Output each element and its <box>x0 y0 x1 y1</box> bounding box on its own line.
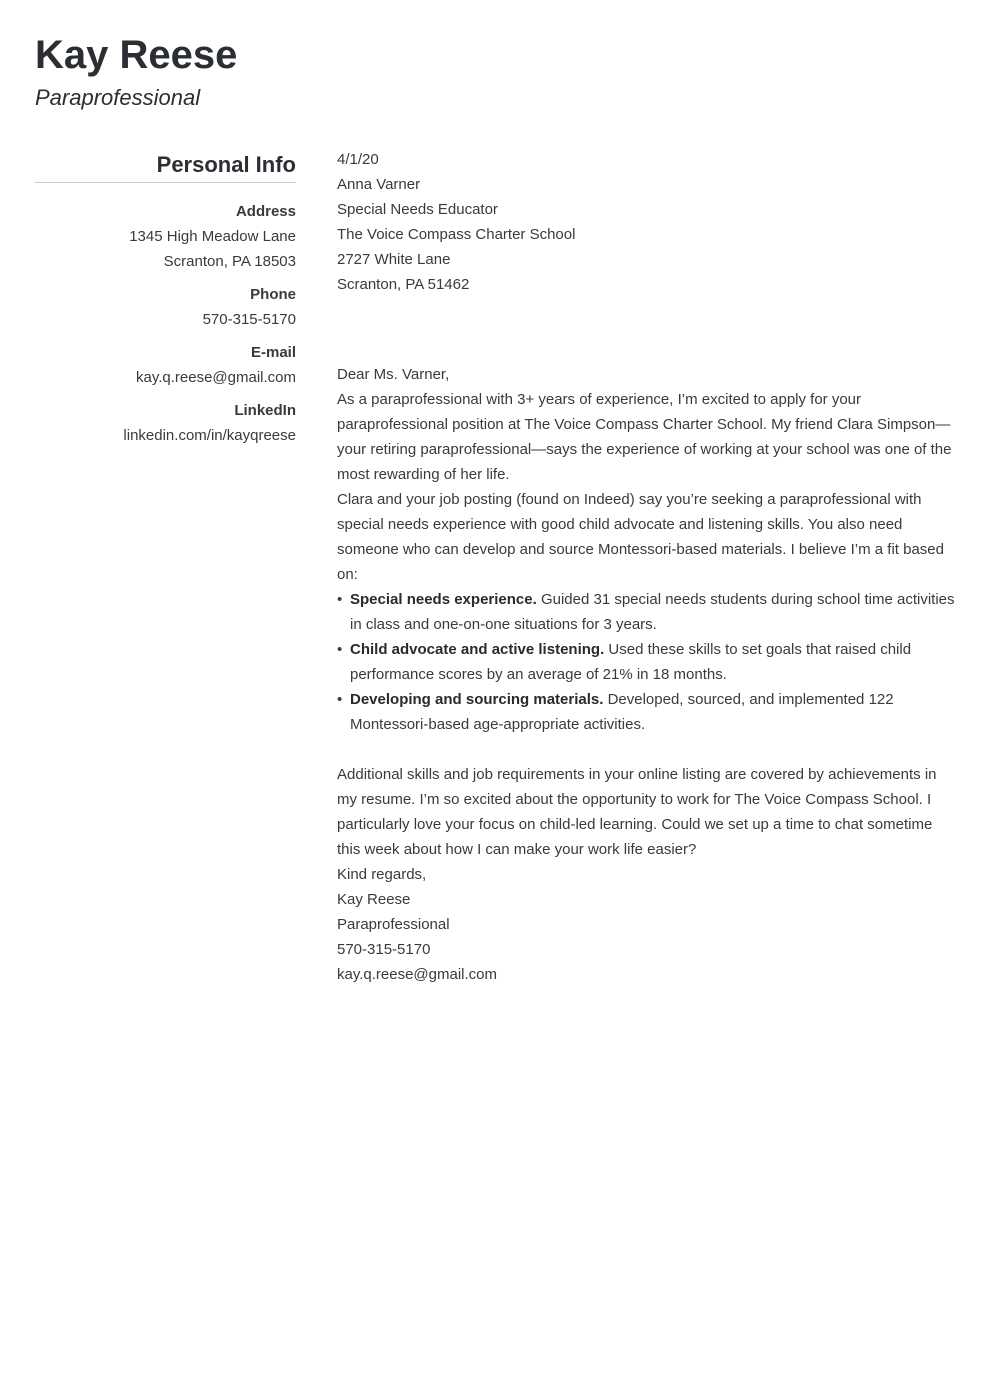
bullet-marker: • <box>337 591 343 608</box>
linkedin-value[interactable]: linkedin.com/in/kayqreese <box>123 427 296 444</box>
personal-info-sidebar <box>35 150 296 448</box>
phone-value: 570-315-5170 <box>202 311 296 328</box>
bullet-text: Guided 31 special needs students during school time activities in class and one-on-one situations for 3 years. <box>350 591 955 633</box>
signature-block <box>337 887 957 987</box>
letter-closing: Kind regards, <box>337 866 427 883</box>
recipient-city: Scranton, PA 51462 <box>337 276 470 293</box>
candidate-name: Kay Reese <box>35 33 238 77</box>
signature-name: Kay Reese <box>337 891 411 908</box>
list-item <box>337 687 957 737</box>
recipient-block <box>337 172 957 297</box>
linkedin-group <box>35 398 296 448</box>
bullet-marker: • <box>337 641 343 658</box>
phone-label: Phone <box>250 286 296 303</box>
address-group <box>35 199 296 274</box>
signature-phone: 570-315-5170 <box>337 941 431 958</box>
letter-paragraph-2: Clara and your job posting (found on Indeed) say you’re seeking a paraprofessional with special needs experience with good child advocate and listening skills. You also need someone who can develop and source Montessori-based materials. I believe I’m a fit based on: <box>337 491 944 583</box>
qualification-list <box>337 587 957 737</box>
address-line2: Scranton, PA 18503 <box>163 253 296 270</box>
recipient-school: The Voice Compass Charter School <box>337 226 576 243</box>
linkedin-label: LinkedIn <box>234 402 296 419</box>
email-value[interactable]: kay.q.reese@gmail.com <box>135 369 296 386</box>
personal-info-heading: Personal Info <box>35 150 296 183</box>
signature-title: Paraprofessional <box>337 916 450 933</box>
candidate-title: Paraprofessional <box>35 85 201 110</box>
bullet-heading: Developing and sourcing materials. <box>350 691 604 708</box>
cover-letter-body <box>337 147 957 987</box>
letter-paragraph-1: As a paraprofessional with 3+ years of experience, I’m excited to apply for your paraprofessional position at The Voice Compass Charter School. My friend Clara Simpson—your retiring paraprofessional—says the experience of working at your school was one of the most rewarding of her life. <box>337 391 952 483</box>
letter-paragraph-3: Additional skills and job requirements in your online listing are covered by achievements in my resume. I’m so excited about the opportunity to work for The Voice Compass School. I particularly love your focus on child-led learning. Could we set up a time to chat sometime this week about how I can make your work life easier? <box>337 766 937 858</box>
bullet-text: Used these skills to set goals that raised child performance scores by an average of 21% in 18 months. <box>350 641 912 683</box>
list-item <box>337 587 957 637</box>
bullet-text: Developed, sourced, and implemented 122 Montessori-based age-appropriate activities. <box>350 691 894 733</box>
signature-email[interactable]: kay.q.reese@gmail.com <box>337 966 498 983</box>
resume-header <box>35 30 237 112</box>
bullet-heading: Child advocate and active listening. <box>350 641 605 658</box>
letter-greeting: Dear Ms. Varner, <box>337 366 450 383</box>
address-label: Address <box>235 203 296 220</box>
email-group <box>35 340 296 390</box>
list-item <box>337 637 957 687</box>
recipient-name: Anna Varner <box>337 176 421 193</box>
address-line1: 1345 High Meadow Lane <box>129 228 296 245</box>
email-label: E-mail <box>250 344 296 361</box>
bullet-heading: Special needs experience. <box>350 591 537 608</box>
bullet-marker: • <box>337 691 343 708</box>
recipient-role: Special Needs Educator <box>337 201 498 218</box>
letter-date: 4/1/20 <box>337 151 379 168</box>
phone-group <box>35 282 296 332</box>
recipient-street: 2727 White Lane <box>337 251 451 268</box>
